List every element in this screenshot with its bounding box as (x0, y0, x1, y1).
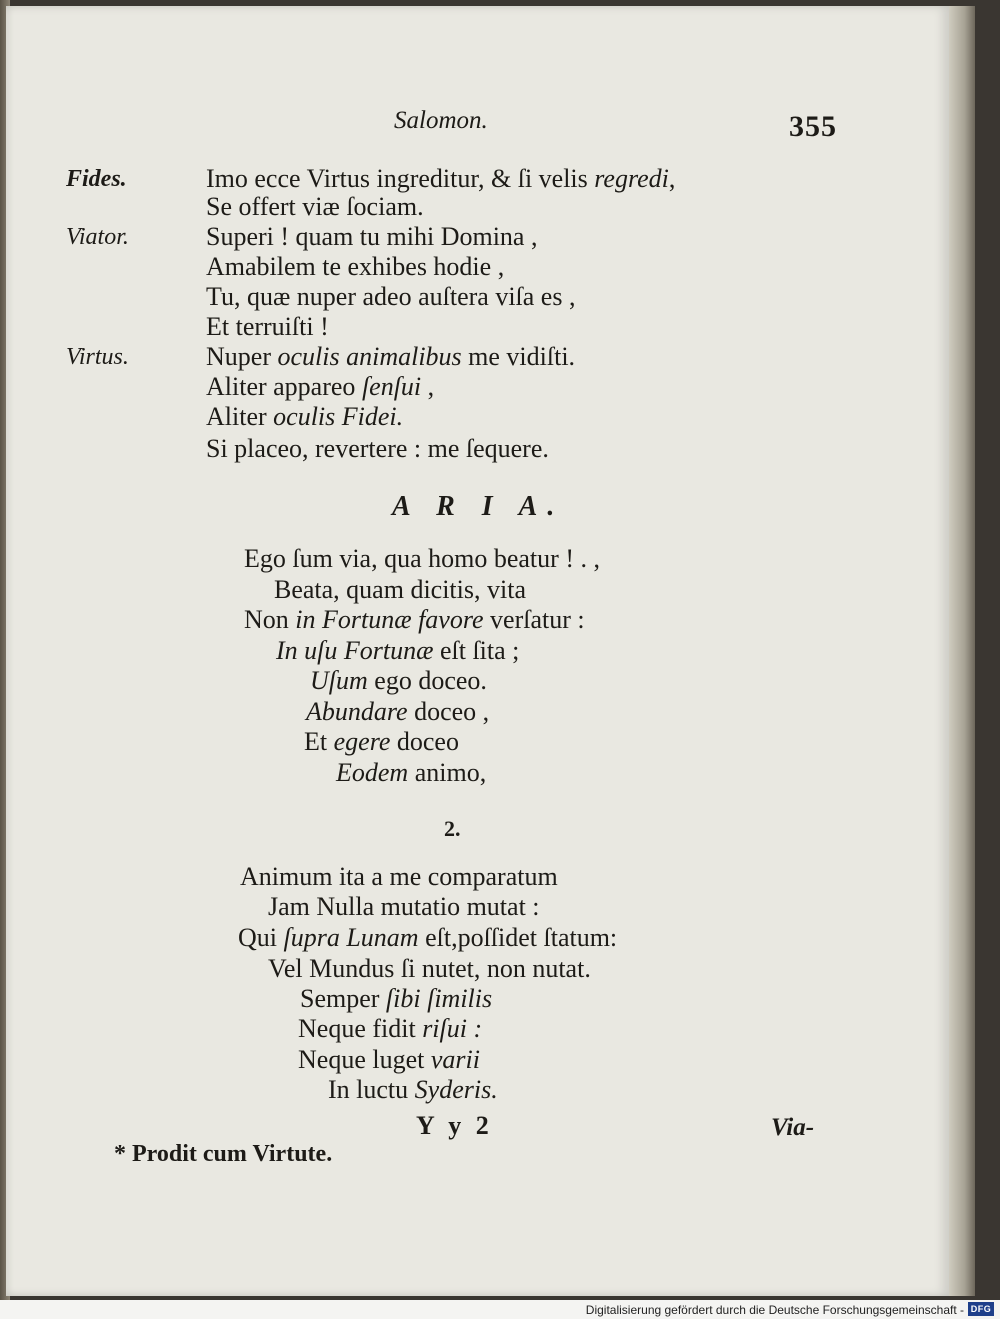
verse-segment: Vel Mundus ſi nutet, non nutat. (268, 954, 591, 983)
verse-line (206, 434, 549, 464)
verse-segment: animo, (408, 758, 487, 787)
verse-segment: Nuper (206, 342, 278, 371)
verse-line (240, 862, 558, 892)
verse-line (268, 954, 591, 984)
verse-segment: me vidiſti. (461, 342, 576, 371)
verse-segment: in Fortunæ favore (295, 605, 484, 634)
verse-segment: Qui (238, 923, 284, 952)
verse-segment: Jam Nulla mutatio mutat : (268, 892, 540, 921)
verse-line (298, 1014, 482, 1044)
verse-segment: Ego ſum via, qua homo beatur ! . , (244, 544, 600, 573)
verse-segment: Et terruiſti ! (206, 312, 329, 341)
verse-segment: ſupra Lunam (283, 923, 419, 952)
verse-line (310, 666, 487, 696)
verse-line (298, 1045, 480, 1075)
verse-segment: Tu, quæ nuper adeo auſtera viſa es , (206, 282, 576, 311)
aria-heading: A R I A. (392, 491, 565, 522)
running-head: Salomon. (394, 107, 488, 134)
catchword: Via- (771, 1114, 815, 1141)
verse-line (304, 727, 459, 757)
verse-segment: doceo (390, 727, 459, 756)
verse-line (306, 697, 489, 727)
verse-segment: Superi ! quam tu mihi Domina , (206, 222, 538, 251)
verse-segment: egere (333, 727, 391, 756)
credit-bar (0, 1300, 1000, 1319)
speaker-name: Fides. (66, 166, 127, 192)
verse-segment: Se offert viæ ſociam. (206, 192, 424, 221)
verse-segment: oculis Fidei. (273, 402, 404, 431)
verse-segment: Amabilem te exhibes hodie , (206, 252, 505, 281)
verse-segment: regredi (594, 164, 669, 193)
verse-line (206, 164, 675, 194)
verse-segment: Neque fidit (298, 1014, 423, 1043)
verse-segment: ſenſui (361, 372, 422, 401)
verse-line (206, 372, 434, 402)
verse-segment: Non (244, 605, 296, 634)
signature-mark: Y y 2 (416, 1111, 493, 1140)
verse-segment: ego doceo. (367, 666, 487, 695)
verse-line (244, 544, 600, 574)
verse-segment: varii (430, 1045, 480, 1074)
verse-segment: Neque luget (298, 1045, 431, 1074)
verse-line (268, 892, 540, 922)
speaker-name: Virtus. (66, 344, 129, 370)
verse-segment: Semper (300, 984, 386, 1013)
page-number: 355 (789, 110, 837, 143)
verse-segment: verſatur : (483, 605, 585, 634)
verse-line (206, 312, 329, 342)
verse-segment: ſibi ſimilis (385, 984, 493, 1013)
credit-text: Digitalisierung gefördert durch die Deutsche Forschungsgemeinschaft - (585, 1303, 964, 1317)
verse-segment: In uſu Fortunæ (276, 636, 434, 665)
verse-line (244, 605, 585, 635)
verse-line (238, 923, 617, 953)
verse-segment: Beata, quam dicitis, vita (274, 575, 526, 604)
verse-line (206, 192, 424, 222)
verse-segment: Eodem (336, 758, 409, 787)
verse-segment: doceo , (407, 697, 490, 726)
verse-segment: riſui : (422, 1014, 483, 1043)
verse-segment: eſt,poſſidet ſtatum: (418, 923, 618, 952)
stanza-number: 2. (444, 816, 461, 841)
verse-segment: Imo ecce Virtus ingreditur, & ſi velis (206, 164, 595, 193)
page-edge (949, 6, 975, 1296)
verse-segment: Abundare (306, 697, 408, 726)
verse-segment: Si placeo, revertere : me ſequere. (206, 434, 549, 463)
verse-line (328, 1075, 498, 1105)
verse-segment: Animum ita a me comparatum (240, 862, 558, 891)
verse-segment: , (668, 164, 676, 193)
verse-segment: oculis animalibus (277, 342, 462, 371)
verse-line (300, 984, 492, 1014)
verse-segment: , (421, 372, 435, 401)
verse-segment: Aliter appareo (206, 372, 362, 401)
verse-segment: In luctu (328, 1075, 415, 1104)
dfg-logo-icon: DFG (968, 1302, 994, 1316)
verse-segment: Et (304, 727, 334, 756)
verse-line (206, 342, 575, 372)
verse-line (206, 252, 504, 282)
verse-segment: Aliter (206, 402, 274, 431)
speaker-name: Viator. (66, 224, 129, 250)
verse-line (276, 636, 519, 666)
book-page (6, 6, 949, 1296)
footnote: * Prodit cum Virtute. (114, 1141, 333, 1167)
verse-segment: Uſum (310, 666, 368, 695)
verse-line (274, 575, 526, 605)
verse-line (336, 758, 486, 788)
verse-segment: eſt ſita ; (433, 636, 520, 665)
verse-segment: Syderis. (414, 1075, 498, 1104)
verse-line (206, 222, 537, 252)
verse-line (206, 282, 575, 312)
verse-line (206, 402, 403, 432)
